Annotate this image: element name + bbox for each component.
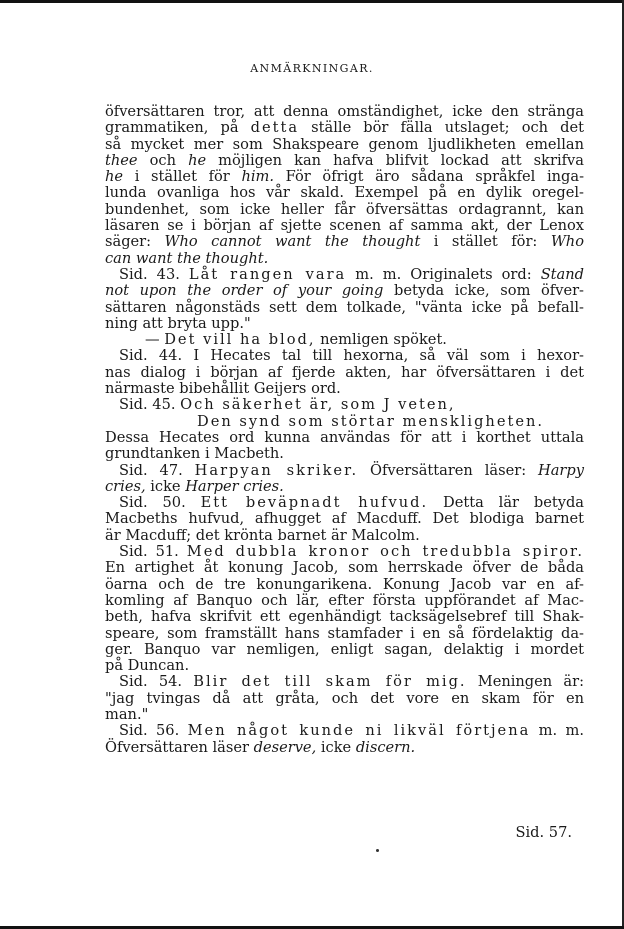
text-run: på Duncan. [105,657,190,675]
text-line [105,283,584,299]
text-run: och [137,151,189,169]
text-run: Sid. 44. I Hecates tal till hexorna, så väl som i hexor- [119,347,584,365]
text-line [105,104,584,120]
text-line [105,251,584,267]
text-line [105,316,584,332]
text-line [105,414,584,430]
text-run: i stället för [123,168,242,186]
italic-run: Stand [540,265,584,283]
italic-run: Who [550,233,584,251]
text-line [105,300,584,316]
spaced-run: Och säkerhet är, som J veten, [180,396,456,414]
text-run: ger. Banquo var nemligen, enligt sagan, delaktig i mordet [105,640,584,658]
text-line [105,332,584,348]
spaced-run: Låt rangen vara [188,265,347,283]
text-line [105,218,584,234]
text-line [105,560,584,576]
text-line [105,430,584,446]
text-run: Öfversättaren läser: [358,461,538,479]
text-run: närmaste bibehållit Geijers ord. [105,380,341,398]
text-run: speare, som framställt hans stamfader i en så fördelaktig da- [105,624,584,642]
text-run: Sid. 56. [119,722,188,740]
text-line [105,544,584,560]
text-line [105,153,584,169]
text-run: icke [145,477,186,495]
text-run: i stället för: [420,233,551,251]
text-run: För öfrigt äro sådana språkfel inga- [273,168,584,186]
text-run: En artighet åt konung Jacob, som herrskade öfver de båda [105,559,584,577]
text-run: ställe bör fälla utslaget; och det [299,119,584,137]
text-run: är Macduff; det krönta barnet är Malcolm. [105,526,420,544]
text-run: öarna och de tre konungarikena. Konung Jacob var en af- [105,575,584,593]
text-line [105,365,584,381]
text-run: öfversättaren tror, att denna omständighet, icke den stränga [105,103,584,120]
text-run: nas dialog i början af fjerde akten, har öfversättaren i det [105,363,584,381]
running-head: ANMÄRKNINGAR. [250,62,374,75]
text-run: Sid. 54. [119,673,194,691]
text-run: säger: [105,233,165,251]
text-run: grundtanken i Macbeth. [105,445,284,463]
body-text [105,104,584,756]
italic-run: thee [105,151,138,169]
text-run: Sid. 51. [119,543,187,561]
italic-run: he [105,168,124,186]
text-line [105,691,584,707]
text-run: bundenhet, som icke heller får öfversättas ordagrannt, kan [105,200,584,218]
top-edge-rule [0,0,624,3]
text-run: ning att bryta upp." [105,314,251,332]
text-run: icke [316,738,356,756]
text-line [105,609,584,625]
text-run: sättaren någonstäds sett dem tolkade, "vänta icke på befall- [105,298,584,316]
italic-run: not upon the order of your going [105,282,384,300]
text-line [105,202,584,218]
text-line [105,740,584,756]
text-run: komling af Banquo och lär, efter första uppförandet af Mac- [105,591,584,609]
spaced-run: Ett beväpnadt hufvud. [200,494,429,512]
text-run: Sid. 45. [119,396,181,414]
spaced-run: Det vill ha blod, [164,331,316,349]
text-line [105,120,584,136]
italic-run: cries, [105,477,146,495]
text-line [105,707,584,723]
spaced-run: detta [250,119,300,137]
text-line [105,723,584,739]
text-run: Sid. 47. [119,461,195,479]
text-line [105,397,584,413]
text-line [105,511,584,527]
spaced-run: Harpyan skriker. [194,461,359,479]
italic-run: Harper cries. [185,477,284,495]
spaced-run: Blir det till skam för mig. [193,673,467,691]
text-line [105,495,584,511]
text-run: beth, hafva skrifvit ett egenhändigt tacksägelsebref till Shak- [105,608,584,626]
text-run: Öfversättaren läser [105,738,254,756]
spaced-run: Med dubbla kronor och tredubbla spiror. [186,543,585,561]
text-line [105,169,584,185]
text-run: läsaren se i början af sjette scenen af samma akt, der Lenox [105,217,584,235]
text-run: m. m. Originalets ord: [346,265,541,283]
text-line [105,446,584,462]
text-line [105,381,584,397]
italic-run: can want the thought. [105,249,269,267]
text-run: m. m. [530,722,584,740]
text-line [105,234,584,250]
italic-run: he [188,151,207,169]
text-line [105,577,584,593]
text-run: grammatiken, på [105,119,251,137]
italic-run: him. [241,168,274,186]
text-line [105,267,584,283]
italic-run: Who cannot want the thought [164,233,421,251]
printers-mark [376,849,379,852]
text-line [105,626,584,642]
text-run: man." [105,705,149,723]
text-run: Meningen är: [466,673,584,691]
spaced-run: Men något kunde ni likväl förtjena [187,722,531,740]
italic-run: Harpy [538,461,584,479]
text-line [105,348,584,364]
italic-run: deserve, [253,738,317,756]
text-line [105,185,584,201]
text-run: Detta lär betyda [428,494,584,512]
catchword-signature: Sid. 57. [515,824,572,841]
text-run: Macbeths hufvud, afhugget af Macduff. Det blodiga barnet [105,510,584,528]
text-line [105,642,584,658]
spaced-run: Den synd som störtar menskligheten. [197,412,544,430]
text-run: — [145,331,165,349]
text-run: så mycket mer som Shakspeare genom ljudlikheten emellan [105,135,584,153]
text-line [105,658,584,674]
text-run: Sid. 50. [119,494,201,512]
text-run: nemligen spöket. [315,331,447,349]
text-line [105,137,584,153]
text-line [105,479,584,495]
italic-run: discern. [355,738,416,756]
text-run: möjligen kan hafva blifvit lockad att skrifva [206,151,584,169]
text-run: Dessa Hecates ord kunna användas för att i korthet uttala [105,428,584,446]
text-line [105,528,584,544]
text-line [105,674,584,690]
text-run: Sid. 43. [119,265,189,283]
text-run: betyda icke, som öfver- [383,282,584,300]
text-run: "jag tvingas då att gråta, och det vore en skam för en [105,689,584,707]
text-line [105,463,584,479]
text-line [105,593,584,609]
text-run: lunda ovanliga hos vår skald. Exempel på en dylik oregel- [105,184,584,202]
